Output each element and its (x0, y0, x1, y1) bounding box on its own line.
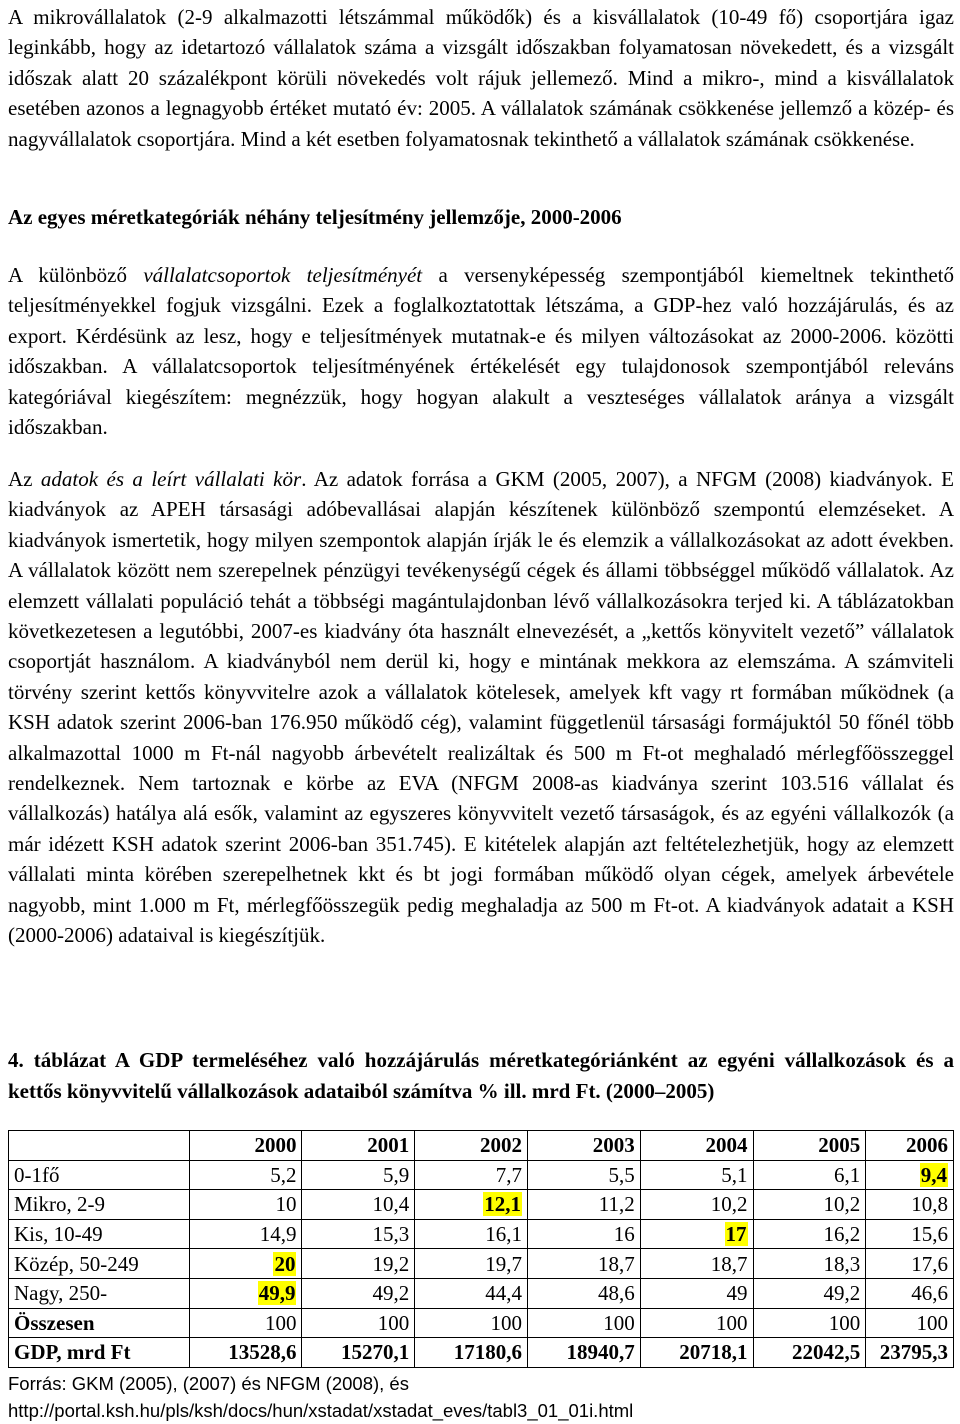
table-cell: 5,2 (189, 1160, 302, 1190)
row-label: GDP, mrd Ft (9, 1338, 190, 1368)
table-cell: 16,1 (415, 1219, 528, 1249)
performance-paragraph-emphasis: vállalatcsoportok teljesítményét (143, 263, 423, 287)
table-cell: 10 (189, 1190, 302, 1220)
table-cell: 49,2 (302, 1278, 415, 1308)
table-cell: 46,6 (866, 1278, 954, 1308)
table-cell: 15270,1 (302, 1338, 415, 1368)
table-cell: 18,7 (640, 1249, 753, 1279)
performance-paragraph (8, 260, 954, 442)
table-cell: 5,9 (302, 1160, 415, 1190)
table-cell: 5,1 (640, 1160, 753, 1190)
table-cell: 10,8 (866, 1190, 954, 1220)
table-cell: 15,3 (302, 1219, 415, 1249)
table-cell: 10,4 (302, 1190, 415, 1220)
table-cell: 17180,6 (415, 1338, 528, 1368)
table-row (9, 1308, 954, 1338)
table-cell: 6,1 (753, 1160, 866, 1190)
intro-paragraph: A mikrovállalatok (2-9 alkalmazotti létszámmal működők) és a kisvállalatok (10-49 fő) csoportjára igaz leginkább, hogy az idetartozó vállalatok száma a vizsgált időszakban folyamatosan növekedett, és a vizsgált időszak alatt 20 százalékpont körüli növekedés volt rájuk jellemező. Mind a mikro-, mind a kisvállalatok esetében azonos a legnagyobb értéket mutató év: 2005. A vállalatok számának csökkenése jellemző a közép- és nagyvállalatok csoportjára. Mind a két esetben folyamatosnak tekinthető a vállalatok számának csökkenése. (8, 5, 954, 151)
row-label: 0-1fő (9, 1160, 190, 1190)
table-cell-highlighted (189, 1278, 302, 1308)
data-source-paragraph-rest: . Az adatok forrása a GKM (2005, 2007), a NFGM (2008) kiadványok. E kiadványok az APEH társasági adóbevallásai alapján készítenek különböző szempontú elemzéseket. A kiadványok ismertetik, hogy milyen szempontok alapján írják le és elemzik a vállalkozásokat az adott években. A vállalatok között nem szerepelnek pénzügyi tevékenységű cégek és állami többséggel működő vállalatok. Az elemzett vállalati populáció tehát a többségi magántulajdonban lévő vállalkozásokra terjed ki. A táblázatokban következetesen a legutóbbi, 2007-es kiadvány óta használt elnevezését, a „kettős könyvitelt vezető” vállalatok csoportját használom. A kiadványból nem derül ki, hogy e mintának mekkora az elemszáma. A számviteli törvény szerint kettős könyvvitelre azok a vállalatok kötelesek, amelyek kft vagy rt formában működnek (a KSH adatok szerint 2006-ban 176.950 működő cég), valamint függetlenül társasági formájuktól 50 főnél több alkalmazottal 1000 m Ft-nál nagyobb árbevételt realizáltak és 500 m Ft-ot meghaladó mérlegfőösszeggel rendelkeznek. Nem tartoznak e körbe az EVA (NFGM 2008-as kiadványa szerint 103.516 vállalat és vállalkozás) hatálya alá esők, valamint az egyszeres könyvvitelt vezető társaságok, és az egyéni vállalkozók (a már idézett KSH adatok szerint 2006-ban 351.745). E kitételek alapján azt feltételezhetjük, hogy az elemzett vállalati minta körében szerepelhetnek kkt és bt jogi formában működő olyan cégek, amelyek árbevétele nagyobb, mint 1.000 m Ft, mérlegfőösszegük pedig meghaladja az 500 m Ft-ot. A kiadványok adatait a KSH (2000-2006) adataival is kiegészítjük. (8, 467, 954, 948)
year-header-cell: 2001 (302, 1131, 415, 1161)
table-cell: 100 (189, 1308, 302, 1338)
performance-paragraph-rest: a versenyképesség szempontjából kiemeltnek tekinthető teljesítményekkel fogjuk vizsgálni. Ezek a foglalkoztatottak létszáma, a GDP-hez való hozzájárulás, és az export. Kérdésünk az lesz, hogy e teljesítmények mutatnak-e és milyen változásokat az 2000-2006. közötti időszakban. A vállalatcsoportok teljesítményének értékelését egy tulajdonosok szempontjából releváns kategóriával kiegészítem: megnézzük, hogy hogyan alakult a veszteséges vállalatok aránya a vizsgált időszakban. (8, 263, 955, 440)
table-cell-highlighted (189, 1249, 302, 1279)
table-cell: 100 (753, 1308, 866, 1338)
table-cell: 19,7 (415, 1249, 528, 1279)
table-cell-highlighted (640, 1219, 753, 1249)
year-header-cell: 2005 (753, 1131, 866, 1161)
table-cell: 23795,3 (866, 1338, 954, 1368)
table-cell: 100 (302, 1308, 415, 1338)
table-cell-highlighted (415, 1190, 528, 1220)
gdp-contribution-table (8, 1130, 954, 1368)
table-cell: 100 (866, 1308, 954, 1338)
performance-paragraph-start: A különböző (8, 263, 144, 287)
data-source-paragraph (8, 464, 954, 951)
highlighted-value: 49,9 (258, 1281, 296, 1306)
row-label: Összesen (9, 1308, 190, 1338)
table-cell: 16 (528, 1219, 641, 1249)
table-cell-highlighted (866, 1160, 954, 1190)
table-cell: 13528,6 (189, 1338, 302, 1368)
year-header-cell: 2004 (640, 1131, 753, 1161)
table-cell: 16,2 (753, 1219, 866, 1249)
table-cell: 20718,1 (640, 1338, 753, 1368)
table-cell: 22042,5 (753, 1338, 866, 1368)
row-label: Mikro, 2-9 (9, 1190, 190, 1220)
data-source-paragraph-emphasis: adatok és a leírt vállalati kör (40, 467, 302, 491)
year-header-cell: 2002 (415, 1131, 528, 1161)
table-cell: 10,2 (753, 1190, 866, 1220)
year-header-cell: 2006 (866, 1131, 954, 1161)
table-cell: 49,2 (753, 1278, 866, 1308)
table-row (9, 1249, 954, 1279)
year-header-cell: 2003 (528, 1131, 641, 1161)
table-cell: 100 (528, 1308, 641, 1338)
table-header-row (9, 1131, 954, 1161)
table-cell: 15,6 (866, 1219, 954, 1249)
table-cell: 100 (640, 1308, 753, 1338)
row-label: Nagy, 250- (9, 1278, 190, 1308)
data-source-paragraph-start: Az (8, 467, 41, 491)
table-cell: 14,9 (189, 1219, 302, 1249)
year-header-cell: 2000 (189, 1131, 302, 1161)
table-cell: 18940,7 (528, 1338, 641, 1368)
table-cell: 5,5 (528, 1160, 641, 1190)
table-cell: 48,6 (528, 1278, 641, 1308)
table-row (9, 1278, 954, 1308)
table-row (9, 1190, 954, 1220)
highlighted-value: 9,4 (920, 1162, 947, 1187)
table-row (9, 1160, 954, 1190)
highlighted-value: 20 (274, 1251, 296, 1276)
table-row (9, 1219, 954, 1249)
table-cell: 18,3 (753, 1249, 866, 1279)
table-row (9, 1338, 954, 1368)
source-note (8, 1370, 633, 1424)
section-heading: Az egyes méretkategóriák néhány teljesítmény jellemzője, 2000-2006 (8, 205, 622, 229)
source-line: Forrás: GKM (2005), (2007) és NFGM (2008), és (8, 1373, 409, 1394)
source-url: http://portal.ksh.hu/pls/ksh/docs/hun/xstadat/xstadat_eves/tabl3_01_01i.html (8, 1400, 634, 1421)
table-cell: 49 (640, 1278, 753, 1308)
table-corner-cell (9, 1131, 190, 1161)
highlighted-value: 12,1 (484, 1192, 521, 1217)
table-cell: 100 (415, 1308, 528, 1338)
table-caption: 4. táblázat A GDP termeléséhez való hozzájárulás méretkategóriánként az egyéni vállalkozások és a kettős könyvvitelű vállalkozások adataiból számítva % ill. mrd Ft. (2000–2005) (8, 1048, 954, 1103)
highlighted-value: 17 (725, 1222, 747, 1247)
row-label: Közép, 50-249 (9, 1249, 190, 1279)
table-cell: 10,2 (640, 1190, 753, 1220)
table-cell: 7,7 (415, 1160, 528, 1190)
table-cell: 44,4 (415, 1278, 528, 1308)
table-cell: 17,6 (866, 1249, 954, 1279)
row-label: Kis, 10-49 (9, 1219, 190, 1249)
table-cell: 11,2 (528, 1190, 641, 1220)
table-cell: 19,2 (302, 1249, 415, 1279)
table-cell: 18,7 (528, 1249, 641, 1279)
